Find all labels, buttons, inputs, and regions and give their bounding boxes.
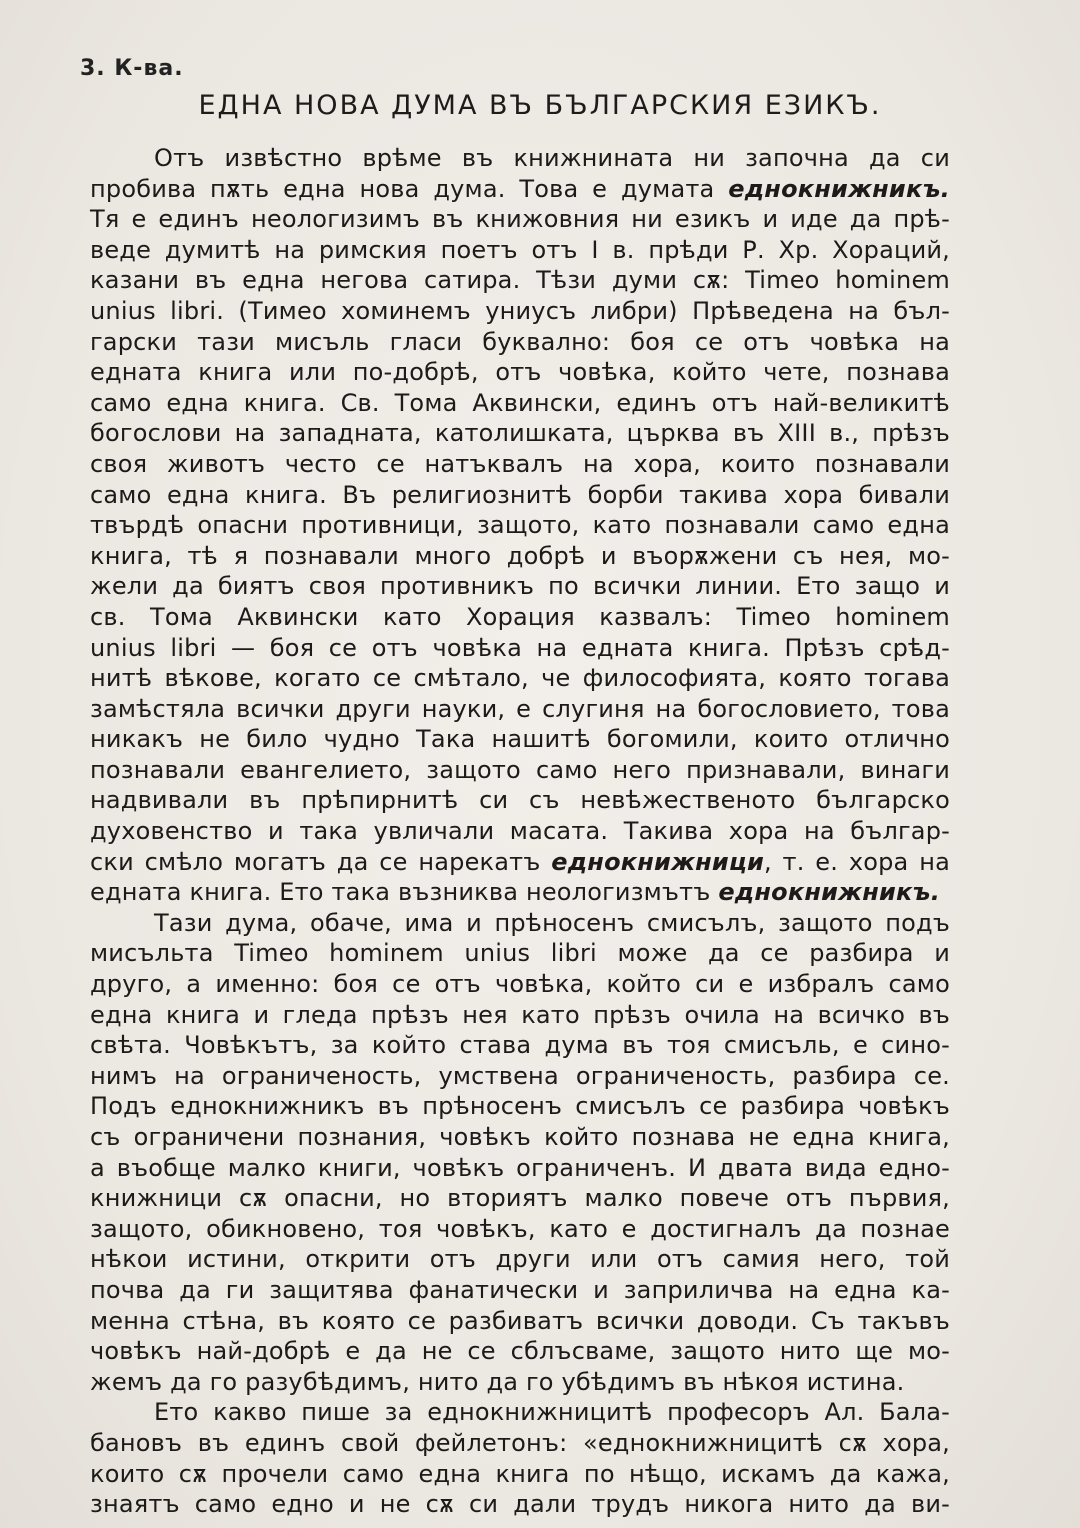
text-segment: книжници сѫ опасни, но вториятъ малко повече отъ първия, [90,1184,950,1213]
text-line [90,1397,950,1428]
text-line [90,1214,950,1245]
text-segment: човѣкъ най-добрѣ е да не се сблъсваме, защото нито ще мо- [90,1337,950,1366]
text-line [90,1244,950,1275]
text-segment: книга, тѣ я познавали много добрѣ и въорѫжени съ нея, мо- [90,541,950,570]
text-segment: богослови на западната, католишката, църква въ XIII в., прѣзъ [90,419,950,448]
text-segment: надвивали въ прѣпирнитѣ си съ невѣжественото българско [90,786,950,815]
text-line [90,1183,950,1214]
text-line [90,1091,950,1122]
text-line [90,602,950,633]
text-segment: Тя е единъ неологизимъ въ книжовния ни езикъ и иде да прѣ- [90,205,950,234]
text-segment: духовенство и така увличали масата. Такива хора на българ- [90,817,950,846]
text-segment: казани въ една негова сатира. Тѣзи думи сѫ: Timeo hominem [90,266,950,295]
text-segment: знаятъ само едно и не сѫ си дали трудъ никога нито да ви- [90,1490,950,1519]
text-line [90,816,950,847]
article-body [90,143,950,1520]
text-line [90,724,950,755]
text-segment: Отъ извѣстно врѣме въ книжнината ни започна да си [154,144,950,172]
text-line [90,571,950,602]
text-segment: менна стѣна, въ която се разбиватъ всички доводи. Съ такъвъ [90,1306,950,1335]
text-segment: мисъльта Timeo hominem unius libri може да се разбира и [90,939,950,968]
text-line [90,388,950,419]
text-segment: unius libri. (Тимео хоминемъ униусъ либри) Прѣведена на бъл- [90,296,950,325]
text-segment: гарски тази мисъль гласи буквално: боя се отъ човѣка на [90,327,950,356]
text-line [90,204,950,235]
text-segment: които сѫ прочели само една книга по нѣщо, искамъ да кажа, [90,1459,950,1488]
text-segment: почва да ги защитява фанатически и заприличва на една ка- [90,1275,950,1304]
article-title: ЕДНА НОВА ДУМА ВЪ БЪЛГАРСКИЯ ЕЗИКЪ. [198,90,882,121]
text-segment: защото, обикновено, тоя човѣкъ, като е достигналъ да познае [90,1214,950,1243]
text-line [90,1122,950,1153]
text-line [90,1275,950,1306]
text-line [90,969,950,1000]
text-segment: познавали евангелието, защото само него признавали, винаги [90,755,950,784]
text-line [90,296,950,327]
text-line [90,541,950,572]
text-line [90,1153,950,1184]
emphasized-term: еднокнижникъ. [718,878,941,907]
text-segment: нитѣ вѣкове, когато се смѣтало, че философията, която тогава [90,664,950,693]
emphasized-term: еднокнижници [551,847,764,876]
text-line [90,755,950,786]
emphasized-term: еднокнижникъ. [728,174,950,203]
text-line [90,480,950,511]
text-line [90,235,950,266]
text-line [90,265,950,296]
text-segment: unius libri — боя се отъ човѣка на едната книга. Прѣзъ срѣд- [90,633,950,662]
text-segment: нимъ на ограниченость, умствена ограниченость, разбира се. [90,1061,950,1090]
text-line [90,449,950,480]
text-segment: , т. е. хора на [763,847,950,876]
text-line [90,1489,950,1520]
text-line [90,877,950,908]
text-line [90,1000,950,1031]
text-line [90,143,950,174]
text-line [90,418,950,449]
text-segment: никакъ не било чудно Така нашитѣ богомили, които отлично [90,725,950,754]
text-segment: друго, а именно: боя се отъ човѣка, който си е избралъ само [90,970,950,999]
text-segment: жемъ да го разубѣдимъ, нито да го убѣдимъ въ нѣкоя истина. [90,1367,905,1396]
text-segment: Тази дума, обаче, има и прѣносенъ смисълъ, защото подъ [154,908,950,937]
text-segment: пробива пѫть една нова дума. Това е думата [90,174,729,203]
text-line [90,633,950,664]
text-segment: нѣкои истини, открити отъ други или отъ самия него, той [90,1245,950,1274]
text-segment: Ето какво пише за еднокнижницитѣ професоръ Ал. Бала- [154,1398,950,1427]
text-line [90,357,950,388]
text-line [90,1459,950,1490]
text-segment: една книга и гледа прѣзъ нея като прѣзъ очила на всичко въ [90,1000,950,1029]
text-segment: едната книга. Ето така възниква неологизмътъ [90,878,719,907]
text-line [90,327,950,358]
text-line [90,663,950,694]
text-segment: твърдѣ опасни противници, защото, като познавали само една [90,511,950,540]
text-line [90,785,950,816]
text-segment: жели да биятъ своя противникъ по всички линии. Ето защо и [90,572,950,601]
text-segment: св. Тома Аквински като Хорация казвалъ: Timeo hominem [90,602,950,631]
text-line [90,174,950,205]
text-line [90,1030,950,1061]
text-line [90,510,950,541]
text-segment: съ ограничени познания, човѣкъ който познава не една книга, [90,1123,950,1151]
text-line [90,1367,950,1398]
text-line [90,694,950,725]
text-line [90,1428,950,1459]
text-segment: веде думитѣ на римския поетъ отъ I в. прѣди Р. Хр. Хораций, [90,235,950,264]
text-line [90,847,950,878]
text-segment: Подъ еднокнижникъ въ прѣносенъ смисълъ се разбира човѣкъ [90,1092,950,1121]
text-segment: само една книга. Въ религиознитѣ борби такива хора бивали [90,480,950,509]
text-segment: замѣстяла всички други науки, е слугиня на богословието, това [90,694,950,723]
text-segment: ски смѣло могатъ да се нарекатъ [90,847,552,876]
text-segment: своя животъ често се натъквалъ на хора, които познавали [90,449,950,478]
text-line [90,1306,950,1337]
text-line [90,908,950,939]
text-segment: а въобще малко книги, човѣкъ ограниченъ. И двата вида едно- [90,1153,950,1182]
text-line [90,1336,950,1367]
printer-signature: 3. К-ва. [80,56,184,81]
text-segment: само една книга. Св. Тома Аквински, единъ отъ най-великитѣ [90,388,950,417]
text-line [90,938,950,969]
text-line [90,1061,950,1092]
text-segment: едната книга или по-добрѣ, отъ човѣка, който чете, познава [90,358,950,387]
text-segment: свѣта. Човѣкътъ, за който става дума въ тоя смисъль, е сино- [90,1031,950,1060]
text-segment: бановъ въ единъ свой фейлетонъ: «еднокнижницитѣ сѫ хора, [90,1428,950,1457]
